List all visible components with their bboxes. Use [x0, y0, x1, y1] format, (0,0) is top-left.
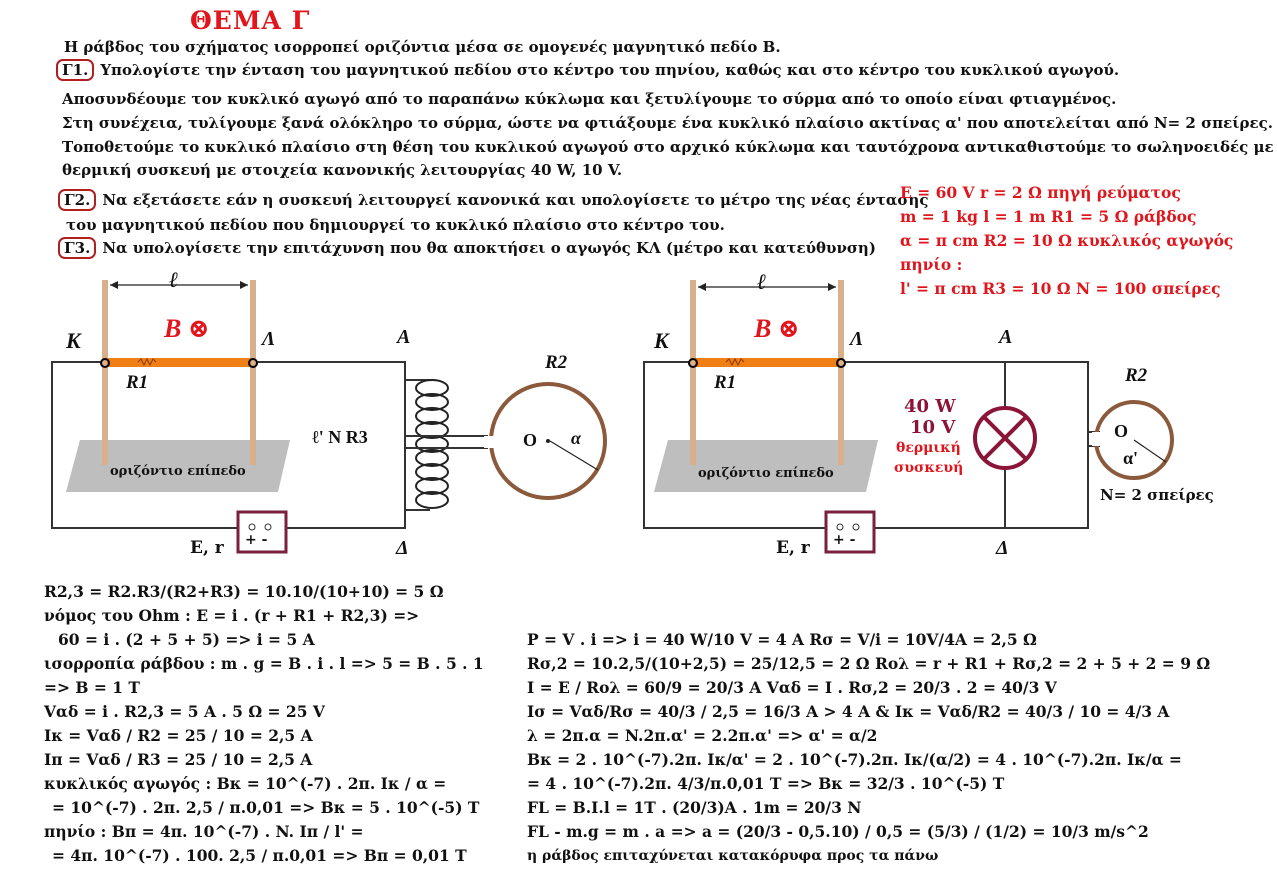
page-title: ΘΕΜΑ Γ: [190, 6, 311, 35]
right-label-A: A: [999, 326, 1013, 348]
left-label-R2: R2: [545, 352, 568, 373]
solution-right-line: P = V . i => i = 40 W/10 V = 4 A Rσ = V/i = 10V/4A = 2,5 Ω: [527, 630, 1037, 649]
solution-right-line: Rσ,2 = 10.2,5/(10+2,5) = 25/12,5 = 2 Ω Rολ = r + R1 + Rσ,2 = 2 + 5 + 2 = 9 Ω: [527, 654, 1211, 673]
question-1-text: Υπολογίστε την ένταση του μαγνητικού πεδίου στο κέντρο του πηνίου, καθώς και στο κέντρο του κυκλικού αγωγού.: [100, 61, 1120, 79]
solution-left-line: πηνίο : Bπ = 4π. 10^(-7) . N. Iπ / l' =: [44, 822, 364, 841]
solution-left-line: 60 = i . (2 + 5 + 5) => i = 5 A: [58, 630, 315, 649]
left-rail-K: [102, 280, 108, 465]
right-label-K: K: [654, 328, 669, 353]
right-label-Er: E, r: [776, 538, 810, 558]
right-label-O: O: [1114, 421, 1129, 441]
solution-right-line: FL - m.g = m . a => a = (20/3 - 0,5.10) / 0,5 = (5/3) / (1/2) = 10/3 m/s^2: [527, 822, 1149, 841]
solution-left-line: R2,3 = R2.R3/(R2+R3) = 10.10/(10+10) = 5 Ω: [44, 582, 444, 601]
right-device-power: 40 W: [904, 396, 956, 417]
left-coil: [416, 380, 448, 508]
solution-right-line: Iσ = Vαδ/Rσ = 40/3 / 2,5 = 16/3 A > 4 A & Iκ = Vαδ/R2 = 40/3 / 10 = 4/3 A: [527, 702, 1170, 721]
right-label-ell: ℓ: [757, 269, 767, 294]
solution-left-line: νόμος του Ohm : E = i . (r + R1 + R2,3) =>: [44, 606, 420, 625]
right-label-L: Λ: [850, 328, 864, 350]
left-rail-L: [250, 280, 256, 465]
right-rail-K: [690, 280, 696, 465]
left-label-B-field: B ⊗: [164, 314, 210, 343]
left-label-L: Λ: [262, 328, 276, 350]
right-label-D: Δ: [996, 537, 1009, 559]
left-label-alpha: α: [571, 428, 581, 448]
left-rod: [107, 358, 251, 367]
right-rail-L: [838, 280, 844, 465]
solution-left: [44, 580, 484, 868]
right-battery-terminals: + -: [833, 532, 856, 548]
question-2-text: Να εξετάσετε εάν η συσκευή λειτουργεί κανονικά και υπολογίσετε το μέτρο της νέας έντασης: [102, 191, 929, 209]
solution-left-line: Iκ = Vαδ / R2 = 25 / 10 = 2,5 A: [44, 726, 313, 745]
solution-left-line: => B = 1 T: [44, 678, 140, 697]
left-label-plane: οριζόντιο επίπεδο: [110, 464, 246, 479]
right-label-B-field: B ⊗: [754, 314, 800, 343]
right-label-turns: N= 2 σπείρες: [1100, 486, 1214, 504]
solution-right-line: Bκ = 2 . 10^(-7).2π. Iκ/α' = 2 . 10^(-7).2π. Iκ/(α/2) = 4 . 10^(-7).2π. Iκ/α =: [527, 750, 1182, 769]
left-label-Er: E, r: [190, 538, 224, 558]
question-3-label: Γ3.: [58, 237, 96, 259]
right-label-alpha: α': [1123, 448, 1139, 468]
right-device-lamp: [975, 408, 1035, 468]
left-label-R1: R1: [126, 372, 149, 393]
solution-left-line: κυκλικός αγωγός : Bκ = 10^(-7) . 2π. Iκ / α =: [44, 774, 447, 793]
right-device-name-1: θερμική: [896, 440, 961, 456]
solution-right: [527, 628, 1210, 868]
solution-right-line: λ = 2π.α = N.2π.α' = 2.2π.α' => α' = α/2: [527, 726, 878, 745]
left-label-coil: ℓ' N R3: [312, 427, 368, 447]
given-coil-heading: πηνίο :: [900, 255, 963, 274]
left-label-K: K: [66, 328, 81, 353]
question-2-label: Γ2.: [58, 189, 96, 211]
solution-left-line: ισορροπία ράβδου : m . g = B . i . l => 5 = B . 5 . 1: [44, 654, 484, 673]
right-device-name-2: συσκευή: [894, 460, 964, 476]
right-label-R1: R1: [714, 372, 737, 393]
statement-paragraph-2: Στη συνέχεια, τυλίγουμε ξανά ολόκληρο το σύρμα, ώστε να φτιάξουμε ένα κυκλικό πλαίσιο ακτίνας α' που αποτελείται από N= 2 σπείρες.: [62, 114, 1273, 132]
left-battery-terminals: + -: [245, 532, 268, 548]
given-loop: α = π cm R2 = 10 Ω κυκλικός αγωγός: [900, 231, 1234, 250]
left-label-A: A: [397, 326, 411, 348]
given-source: E = 60 V r = 2 Ω πηγή ρεύματος: [900, 183, 1181, 202]
given-coil: l' = π cm R3 = 10 Ω N = 100 σπείρες: [900, 279, 1221, 298]
statement-line-1: Η ράβδος του σχήματος ισορροπεί οριζόντια μέσα σε ομογενές μαγνητικό πεδίο Β.: [64, 38, 781, 56]
given-rod: m = 1 kg l = 1 m R1 = 5 Ω ράβδος: [900, 207, 1197, 226]
right-label-R2: R2: [1125, 365, 1148, 386]
right-rod: [695, 358, 839, 367]
left-label-ell: ℓ: [169, 267, 179, 292]
left-label-O: O: [523, 430, 538, 450]
question-1-label: Γ1.: [56, 59, 94, 81]
question-3-text: Να υπολογίσετε την επιτάχυνση που θα αποκτήσει ο αγωγός ΚΛ (μέτρο και κατεύθυνση): [102, 239, 876, 257]
question-2-text-cont: του μαγνητικού πεδίου που δημιουργεί το κυκλικό πλαίσιο στο κέντρο του.: [66, 216, 725, 234]
left-label-D: Δ: [396, 537, 409, 559]
solution-right-line: I = E / Rολ = 60/9 = 20/3 A Vαδ = I . Rσ,2 = 20/3 . 2 = 40/3 V: [527, 678, 1057, 697]
solution-left-line: = 10^(-7) . 2π. 2,5 / π.0,01 => Bκ = 5 . 10^(-5) T: [52, 798, 480, 817]
statement-paragraph-1: Αποσυνδέουμε τον κυκλικό αγωγό από το παραπάνω κύκλωμα και ξετυλίγουμε το σύρμα από το οποίο είναι φτιαγμένος.: [62, 90, 1117, 108]
left-circuit: [52, 280, 605, 552]
right-label-plane: οριζόντιο επίπεδο: [698, 466, 834, 481]
statement-paragraph-4: θερμική συσκευή με στοιχεία κανονικής λειτουργίας 40 W, 10 V.: [62, 161, 623, 179]
statement-paragraph-3: Τοποθετούμε το κυκλικό πλαίσιο στη θέση του κυκλικού αγωγού στο αρχικό κύκλωμα και ταυτόχρονα αντικαθιστούμε το σωληνοειδές με: [62, 138, 1274, 156]
right-device-voltage: 10 V: [910, 417, 956, 438]
solution-right-line: FL = B.I.l = 1T . (20/3)A . 1m = 20/3 N: [527, 798, 862, 817]
solution-left-line: Iπ = Vαδ / R3 = 25 / 10 = 2,5 A: [44, 750, 313, 769]
solution-left-line: = 4π. 10^(-7) . 100. 2,5 / π.0,01 => Bπ = 0,01 T: [52, 846, 467, 865]
solution-left-line: Vαδ = i . R2,3 = 5 A . 5 Ω = 25 V: [44, 702, 325, 721]
solution-right-line: η ράβδος επιταχύνεται κατακόρυφα προς τα πάνω: [527, 848, 939, 864]
solution-right-line: = 4 . 10^(-7).2π. 4/3/π.0,01 T => Bκ = 32/3 . 10^(-5) T: [527, 774, 1005, 793]
